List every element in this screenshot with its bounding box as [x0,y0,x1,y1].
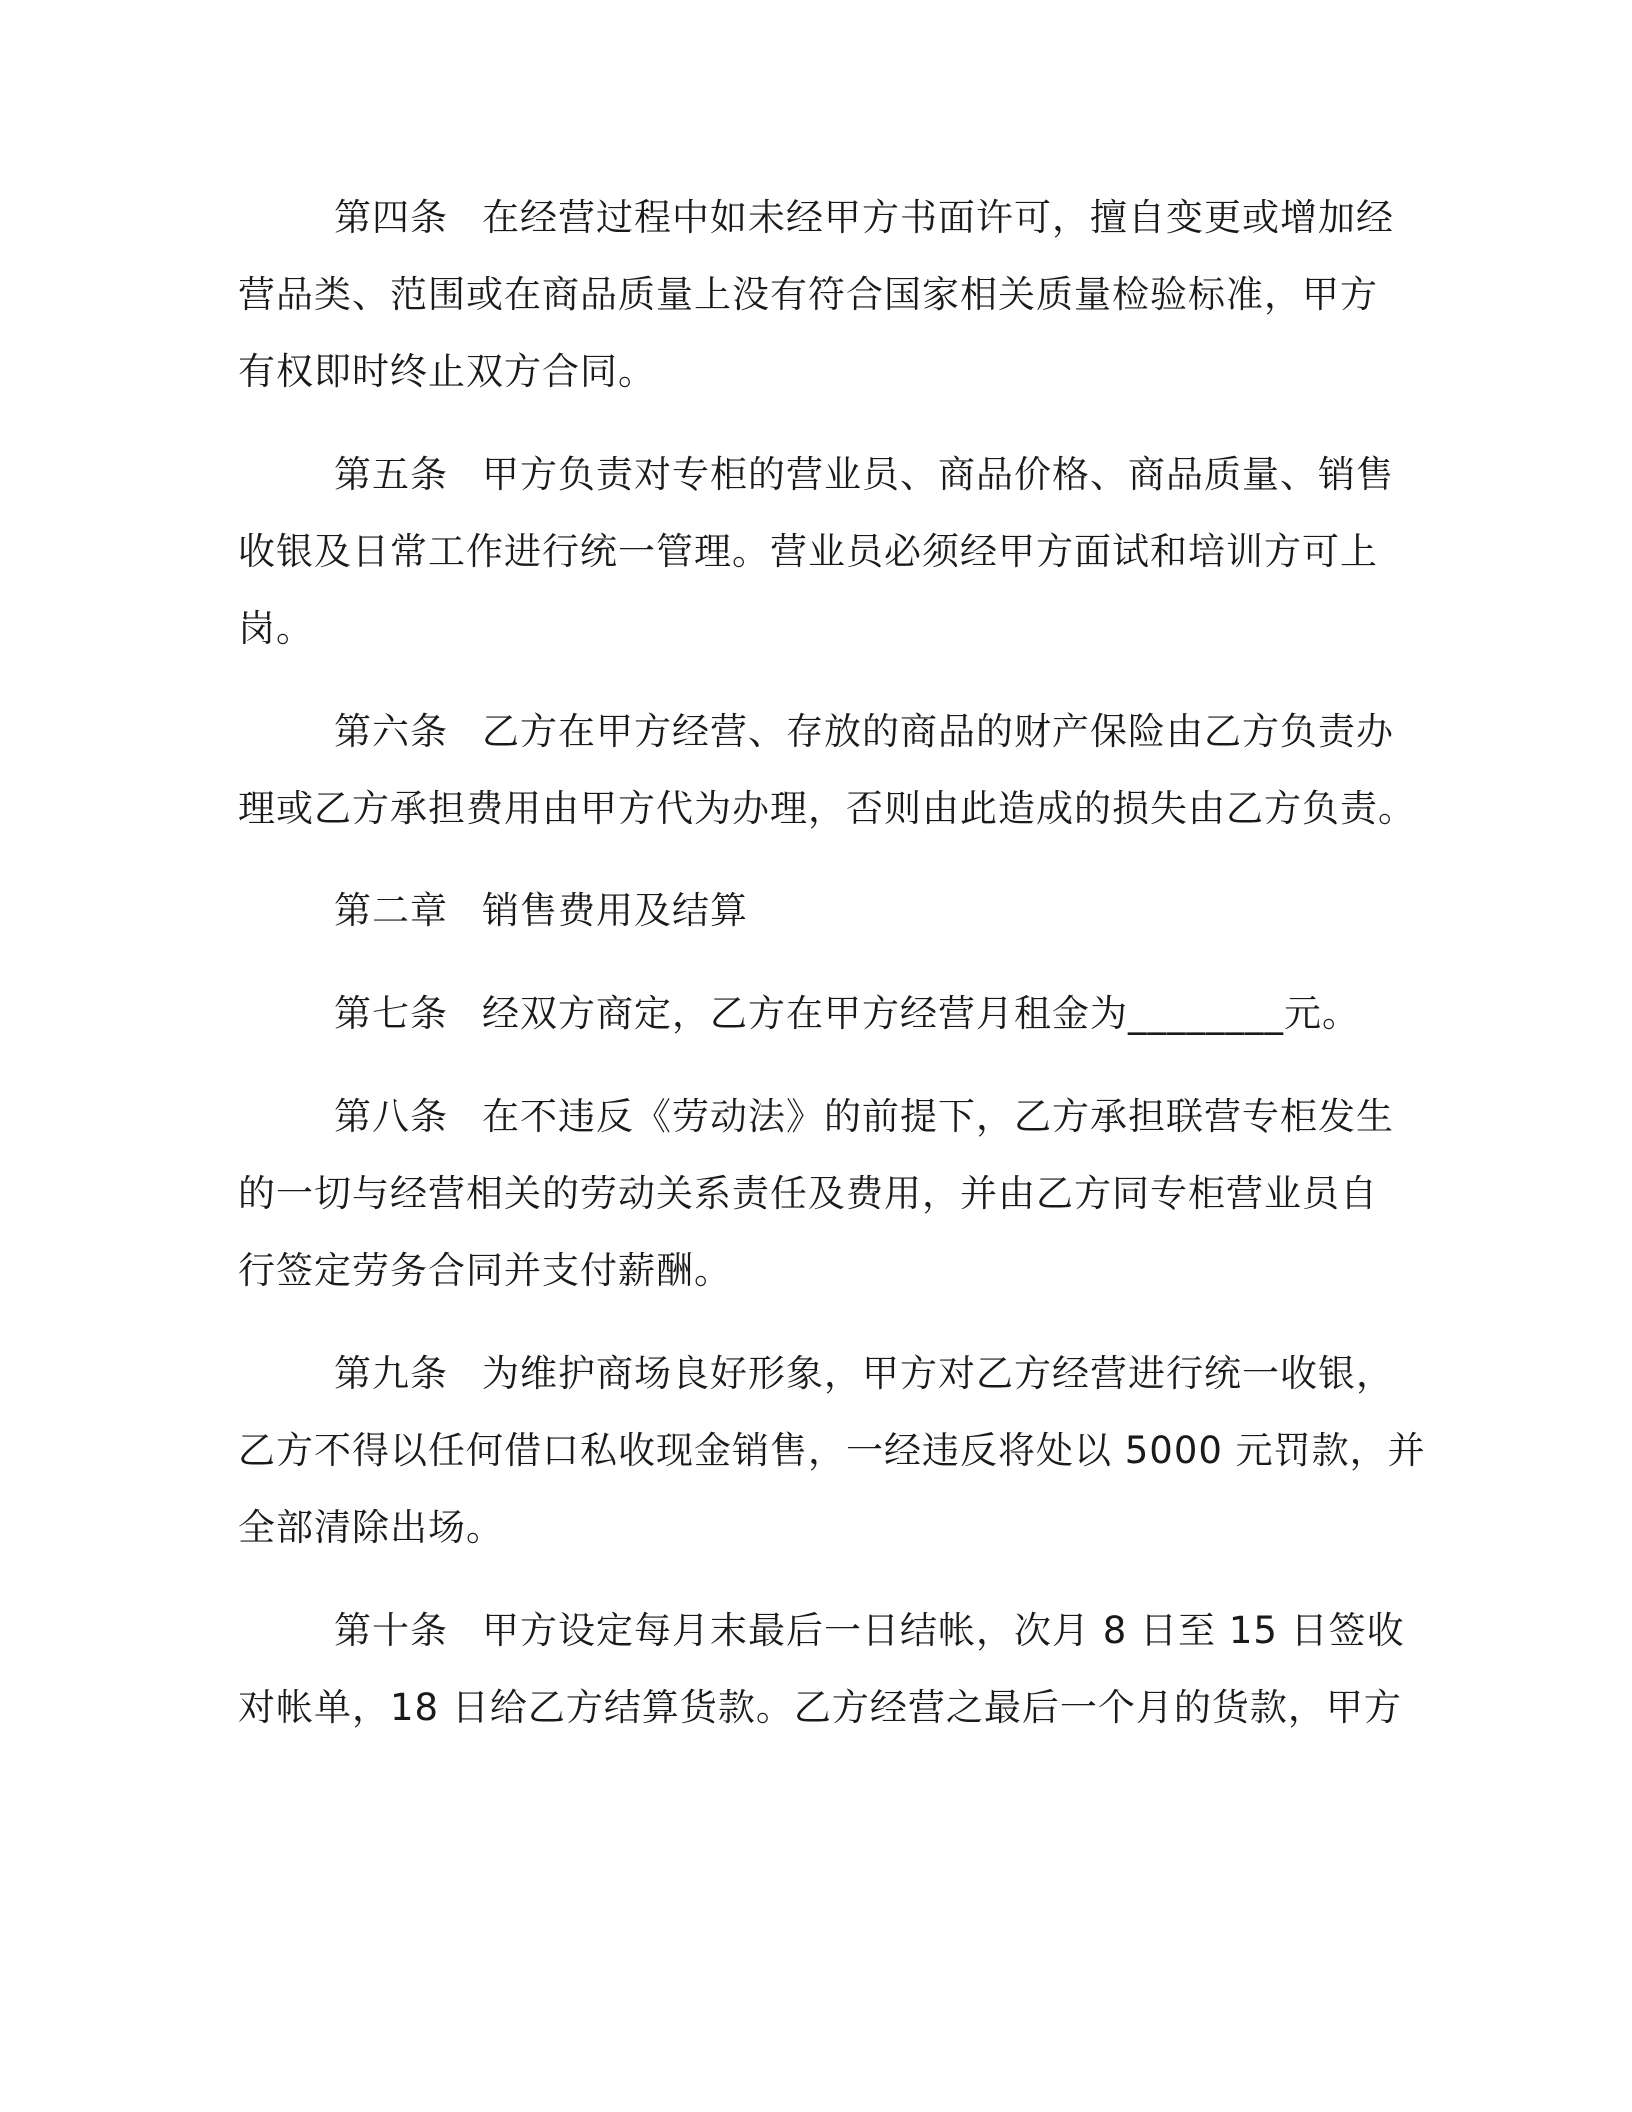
article-label: 第五条 [334,453,448,496]
article-text: 经双方商定，乙方在甲方经营月租金为________元。 [482,992,1360,1035]
article-label: 第七条 [334,992,448,1035]
article-text: 甲方设定每月末最后一日结帐，次月 8 日至 15 日签收 [482,1609,1405,1652]
article-label: 第十条 [334,1609,448,1652]
article-8-line-2: 的一切与经营相关的劳动关系责任及费用，并由乙方同专柜营业员自 [238,1172,1378,1215]
article-5-line-3: 岗。 [238,607,314,650]
article-6-line-1 [334,708,1394,756]
chapter-label: 第二章 [334,889,448,932]
article-text: 在经营过程中如未经甲方书面许可，擅自变更或增加经 [482,196,1394,239]
article-4-line-2: 营品类、范围或在商品质量上没有符合国家相关质量检验标准，甲方 [238,273,1378,316]
article-text: 为维护商场良好形象，甲方对乙方经营进行统一收银， [482,1352,1394,1395]
article-text: 甲方负责对专柜的营业员、商品价格、商品质量、销售 [482,453,1394,496]
chapter-title: 销售费用及结算 [482,889,748,932]
article-5-line-1 [334,451,1394,499]
article-label: 第八条 [334,1095,448,1138]
chapter-2-heading [334,887,748,935]
article-text: 乙方在甲方经营、存放的商品的财产保险由乙方负责办 [482,710,1394,753]
article-8-line-3: 行签定劳务合同并支付薪酬。 [238,1249,732,1292]
article-10-line-2: 对帐单，18 日给乙方结算货款。乙方经营之最后一个月的货款，甲方 [238,1686,1402,1729]
article-9-line-1 [334,1350,1394,1398]
article-9-line-2: 乙方不得以任何借口私收现金销售，一经违反将处以 5000 元罚款，并 [238,1429,1426,1472]
article-7-line-1 [334,990,1360,1038]
article-text: 在不违反《劳动法》的前提下，乙方承担联营专柜发生 [482,1095,1394,1138]
article-10-line-1 [334,1607,1405,1655]
article-label: 第六条 [334,710,448,753]
article-label: 第四条 [334,196,448,239]
article-9-line-3: 全部清除出场。 [238,1506,504,1549]
article-4-line-1 [334,194,1394,242]
article-8-line-1 [334,1093,1394,1141]
article-label: 第九条 [334,1352,448,1395]
article-4-line-3: 有权即时终止双方合同。 [238,350,656,393]
article-5-line-2: 收银及日常工作进行统一管理。营业员必须经甲方面试和培训方可上 [238,530,1378,573]
article-6-line-2: 理或乙方承担费用由甲方代为办理，否则由此造成的损失由乙方负责。 [238,787,1416,830]
